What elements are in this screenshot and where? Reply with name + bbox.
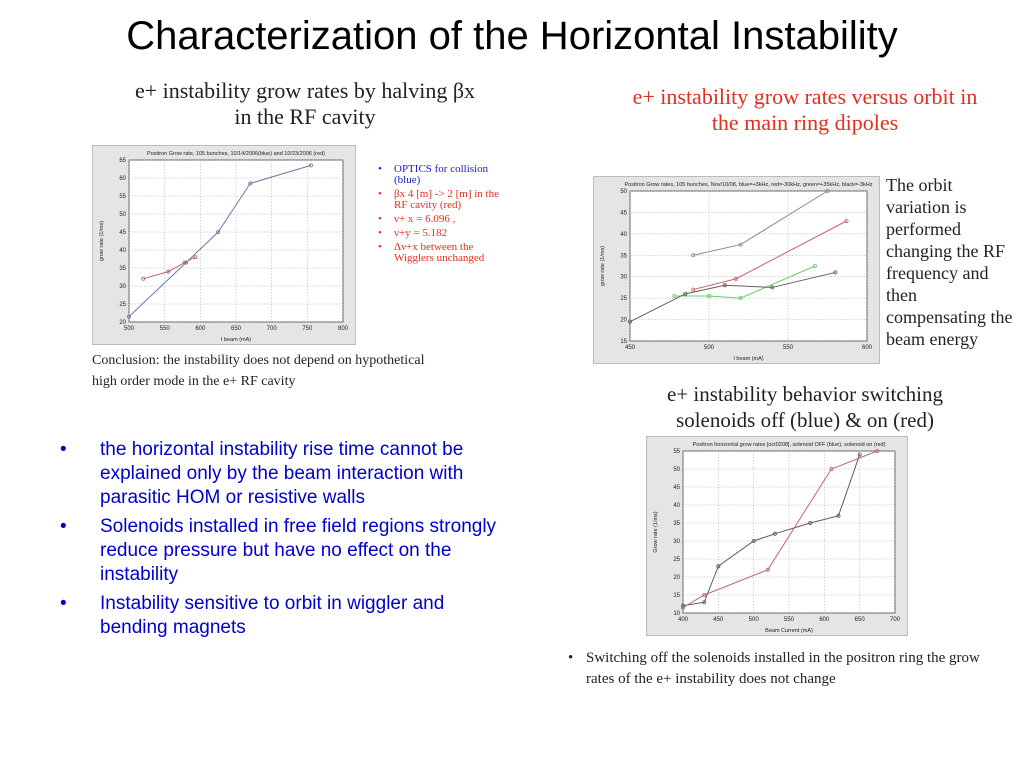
right-heading-line1: e+ instability grow rates versus orbit in <box>632 84 978 109</box>
optics-note-1 <box>378 189 508 211</box>
optics-note-text: ν+ x = 6.096 , <box>394 213 456 225</box>
y-tick-label: 30 <box>673 539 680 545</box>
solenoid-note <box>568 648 1008 690</box>
bullet-text: the horizontal instability rise time cannot be explained only by the beam interaction with parasitic HOM or resistive walls <box>100 439 464 508</box>
y-axis-label: grow rate (1/ms) <box>99 220 105 262</box>
chart-orbit-dipoles <box>593 176 880 364</box>
bullet-text: Instability sensitive to orbit in wiggler and bending magnets <box>100 593 445 638</box>
y-tick-label: 55 <box>673 449 680 455</box>
chart-solenoids-svg <box>647 437 907 635</box>
y-tick-label: 50 <box>119 212 126 218</box>
right-heading-line2: the main ring dipoles <box>711 110 899 135</box>
x-tick-label: 700 <box>889 617 901 623</box>
x-tick-label: 500 <box>703 345 715 351</box>
y-tick-label: 25 <box>620 296 627 303</box>
left-chart-heading <box>70 78 540 130</box>
optics-note-text: ν+y = 5.182 <box>394 227 448 239</box>
solenoid-note-item <box>568 648 1008 690</box>
y-tick-label: 60 <box>119 176 126 182</box>
y-tick-label: 65 <box>119 158 126 164</box>
bullet-glyph: • <box>378 227 382 239</box>
chart-title: Positron Grow rate, 105 bunches, 10/14/2006(blue) and 10/23/2006 (red) <box>147 151 325 157</box>
left-heading-line2: in the RF cavity <box>234 104 376 129</box>
y-tick-label: 35 <box>673 521 680 527</box>
optics-note-2 <box>378 214 508 225</box>
slide-title: Characterization of the Horizontal Instability <box>126 14 898 58</box>
y-axis-label: grow rate (1/ms) <box>600 245 606 287</box>
y-tick-label: 25 <box>119 302 126 308</box>
bullet-glyph: • <box>378 188 382 200</box>
y-tick-label: 45 <box>620 210 627 217</box>
chart-rf-cavity-svg <box>93 146 355 344</box>
optics-note-4 <box>378 242 508 264</box>
conclusion-bullets <box>60 438 500 645</box>
conclusion-text <box>92 350 492 392</box>
bullet-text: Solenoids installed in free field regions strongly reduce pressure but have no effect on the instability <box>100 516 497 585</box>
optics-note-text: βx 4 [m] -> 2 [m] in the RF cavity (red) <box>394 188 499 211</box>
chart-title: Positron horizontal grow rates [oct0208], solenoid OFF (blue), solenoid on (red) <box>692 442 886 448</box>
optics-note-text: Δν+x between the Wigglers unchanged <box>394 241 485 264</box>
x-tick-label: 600 <box>861 345 873 351</box>
x-axis-label: Beam Current (mA) <box>765 628 813 634</box>
y-tick-label: 40 <box>673 503 680 509</box>
y-tick-label: 40 <box>119 248 126 254</box>
x-tick-label: 650 <box>854 617 865 623</box>
y-tick-label: 25 <box>673 557 680 563</box>
x-tick-label: 600 <box>819 617 830 623</box>
y-tick-label: 20 <box>119 320 126 326</box>
chart-solenoids <box>646 436 908 636</box>
y-tick-label: 35 <box>119 266 126 272</box>
x-tick-label: 750 <box>302 326 313 332</box>
y-axis-label: Grow rate (1/ms) <box>653 511 659 553</box>
x-tick-label: 400 <box>677 617 689 623</box>
y-tick-label: 30 <box>620 274 627 281</box>
bullet-glyph: • <box>60 439 67 460</box>
y-tick-label: 55 <box>119 194 126 200</box>
optics-note-0 <box>378 164 508 186</box>
bullet-item <box>60 438 500 510</box>
y-tick-label: 10 <box>673 611 680 617</box>
x-tick-label: 550 <box>159 326 170 332</box>
orbit-note: The orbit variation is performed changing the RF frequency and then compensating the beam energy <box>886 175 1013 349</box>
x-tick-label: 500 <box>748 617 759 623</box>
bullet-glyph: • <box>378 163 382 175</box>
x-tick-label: 800 <box>337 326 349 332</box>
x-tick-label: 450 <box>713 617 724 623</box>
chart-title: Positron Grow rates, 105 bunches, Nov/10/08, blue=+3kHz, red=-30kHz, green=+35kHz, black=-3kHz <box>624 182 873 188</box>
y-tick-label: 45 <box>119 230 126 236</box>
y-tick-label: 50 <box>620 189 627 195</box>
y-tick-label: 15 <box>620 339 627 345</box>
solenoid-note-text: Switching off the solenoids installed in the positron ring the grow rates of the e+ instability does not change <box>586 650 980 687</box>
y-tick-label: 35 <box>620 253 627 260</box>
optics-notes <box>378 164 508 267</box>
right-chart-heading <box>590 84 1020 136</box>
y-tick-label: 45 <box>673 485 680 491</box>
bullet-item <box>60 515 500 587</box>
x-tick-label: 500 <box>123 326 135 332</box>
bullet-glyph: • <box>378 213 382 225</box>
x-axis-label: I beam (mA) <box>733 356 764 362</box>
chart-orbit-dipoles-svg <box>594 177 879 363</box>
bullet-glyph: • <box>568 650 574 666</box>
chart-rf-cavity <box>92 145 356 345</box>
y-tick-label: 20 <box>673 575 680 581</box>
bullet-glyph: • <box>378 241 382 253</box>
x-tick-label: 600 <box>195 326 206 332</box>
left-heading-line1: e+ instability grow rates by halving βx <box>134 78 476 103</box>
y-tick-label: 30 <box>119 284 126 290</box>
solenoid-heading-line1: e+ instability behavior switching <box>666 382 944 406</box>
y-tick-label: 40 <box>620 231 627 238</box>
optics-note-text: OPTICS for collision (blue) <box>394 163 489 186</box>
conclusion-line2: high order mode in the e+ RF cavity <box>92 374 296 389</box>
bullet-glyph: • <box>60 516 67 537</box>
bullet-glyph: • <box>60 593 67 614</box>
y-tick-label: 50 <box>673 467 680 473</box>
optics-note-3 <box>378 228 508 239</box>
solenoid-heading-line2: solenoids off (blue) & on (red) <box>676 408 934 432</box>
x-tick-label: 550 <box>782 345 794 351</box>
solenoid-heading <box>590 381 1020 433</box>
bullet-item <box>60 592 500 640</box>
x-tick-label: 450 <box>624 345 636 351</box>
conclusion-line1: Conclusion: the instability does not depend on hypothetical <box>92 353 425 368</box>
x-tick-label: 650 <box>230 326 242 332</box>
x-tick-label: 700 <box>266 326 277 332</box>
x-axis-label: I beam (mA) <box>220 337 252 343</box>
y-tick-label: 15 <box>673 593 680 599</box>
plot-area <box>630 191 867 341</box>
x-tick-label: 550 <box>783 617 795 623</box>
y-tick-label: 20 <box>620 317 627 324</box>
